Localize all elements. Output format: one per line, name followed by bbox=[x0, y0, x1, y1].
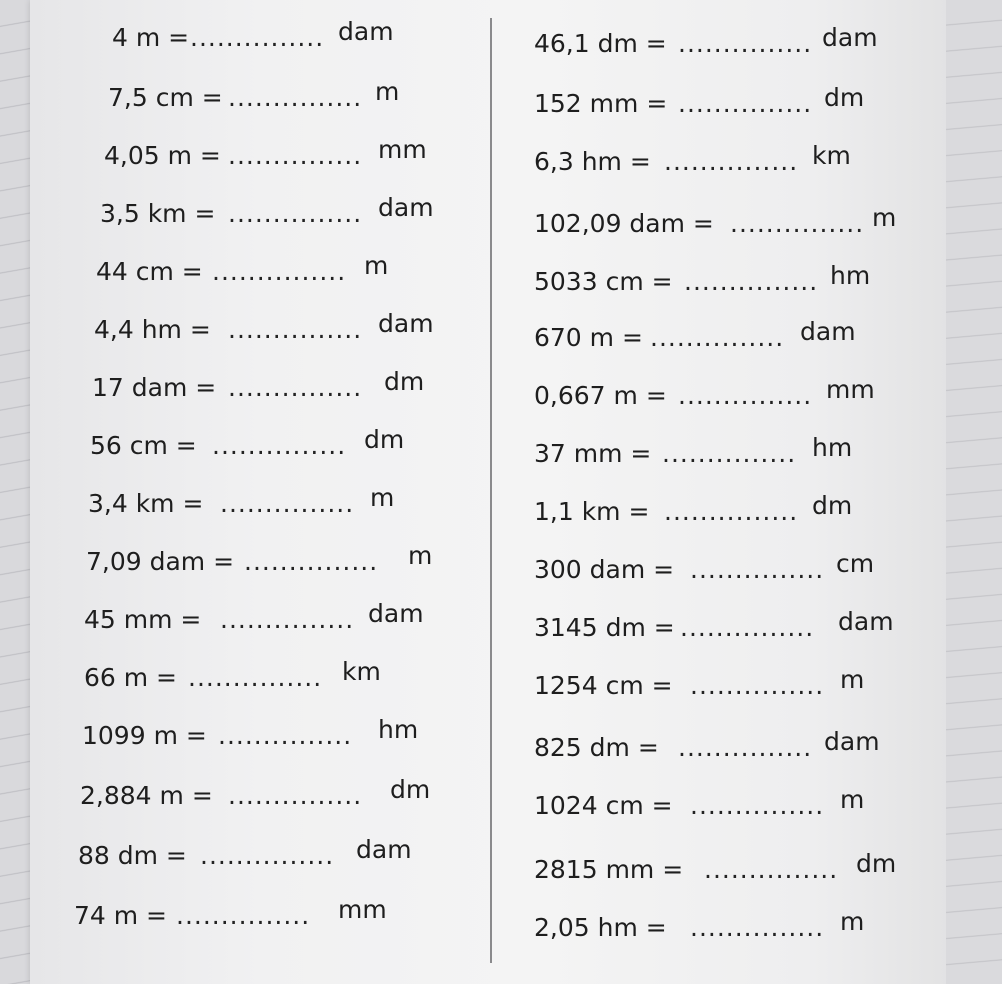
right-exercise-row bbox=[0, 728, 1002, 768]
right-exercise-row bbox=[0, 318, 1002, 358]
answer-blank[interactable]: ............... bbox=[188, 663, 323, 692]
answer-blank[interactable]: ............... bbox=[664, 497, 799, 526]
right-exercise-row bbox=[0, 84, 1002, 124]
answer-blank[interactable]: ............... bbox=[680, 613, 815, 642]
exercise-expression: 7,09 dam = bbox=[86, 547, 235, 576]
right-exercise-row bbox=[0, 376, 1002, 416]
target-unit: dm bbox=[824, 83, 865, 112]
target-unit: dam bbox=[822, 23, 878, 52]
exercise-expression: 4,05 m = bbox=[104, 141, 221, 170]
right-exercise-row bbox=[0, 786, 1002, 826]
exercise-expression: 5033 cm = bbox=[534, 267, 673, 296]
exercise-expression: 1254 cm = bbox=[534, 671, 673, 700]
answer-blank[interactable]: ............... bbox=[730, 209, 865, 238]
answer-blank[interactable]: ............... bbox=[228, 141, 363, 170]
target-unit: dam bbox=[356, 835, 412, 864]
target-unit: dm bbox=[364, 425, 405, 454]
right-exercise-row bbox=[0, 550, 1002, 590]
answer-blank[interactable]: ............... bbox=[220, 489, 355, 518]
target-unit: cm bbox=[836, 549, 875, 578]
exercise-expression: 825 dm = bbox=[534, 733, 659, 762]
right-exercise-row bbox=[0, 492, 1002, 532]
exercise-expression: 66 m = bbox=[84, 663, 178, 692]
right-exercise-row bbox=[0, 142, 1002, 182]
target-unit: m bbox=[375, 77, 400, 106]
right-exercise-row bbox=[0, 908, 1002, 948]
answer-blank[interactable]: ............... bbox=[678, 733, 813, 762]
answer-blank[interactable]: ............... bbox=[212, 431, 347, 460]
answer-blank[interactable]: ............... bbox=[704, 855, 839, 884]
answer-blank[interactable]: ............... bbox=[690, 791, 825, 820]
answer-blank[interactable]: ............... bbox=[678, 29, 813, 58]
exercise-expression: 2,884 m = bbox=[80, 781, 213, 810]
target-unit: hm bbox=[830, 261, 871, 290]
exercise-expression: 74 m = bbox=[74, 901, 168, 930]
right-exercise-row bbox=[0, 608, 1002, 648]
answer-blank[interactable]: ............... bbox=[228, 373, 363, 402]
answer-blank[interactable]: ............... bbox=[664, 147, 799, 176]
exercise-expression: 2815 mm = bbox=[534, 855, 684, 884]
exercise-expression: 56 cm = bbox=[90, 431, 197, 460]
target-unit: m bbox=[840, 665, 865, 694]
right-exercise-row bbox=[0, 204, 1002, 244]
target-unit: m bbox=[364, 251, 389, 280]
exercise-expression: 1,1 km = bbox=[534, 497, 650, 526]
target-unit: dam bbox=[824, 727, 880, 756]
target-unit: dam bbox=[338, 17, 394, 46]
target-unit: dm bbox=[390, 775, 431, 804]
answer-blank[interactable]: ............... bbox=[190, 23, 325, 52]
answer-blank[interactable]: ............... bbox=[212, 257, 347, 286]
target-unit: km bbox=[342, 657, 381, 686]
exercise-expression: 670 m = bbox=[534, 323, 643, 352]
exercise-expression: 2,05 hm = bbox=[534, 913, 667, 942]
target-unit: dam bbox=[838, 607, 894, 636]
target-unit: dm bbox=[384, 367, 425, 396]
target-unit: km bbox=[812, 141, 851, 170]
exercise-expression: 0,667 m = bbox=[534, 381, 667, 410]
target-unit: m bbox=[840, 907, 865, 936]
exercise-expression: 3,4 km = bbox=[88, 489, 204, 518]
answer-blank[interactable]: ............... bbox=[690, 671, 825, 700]
right-exercise-row bbox=[0, 24, 1002, 64]
target-unit: m bbox=[408, 541, 433, 570]
right-exercise-row bbox=[0, 666, 1002, 706]
target-unit: mm bbox=[378, 135, 427, 164]
answer-blank[interactable]: ............... bbox=[690, 555, 825, 584]
right-exercise-row bbox=[0, 850, 1002, 890]
exercise-expression: 152 mm = bbox=[534, 89, 668, 118]
target-unit: dam bbox=[368, 599, 424, 628]
exercise-expression: 45 mm = bbox=[84, 605, 202, 634]
right-exercise-row bbox=[0, 262, 1002, 302]
target-unit: dam bbox=[800, 317, 856, 346]
exercise-expression: 46,1 dm = bbox=[534, 29, 667, 58]
target-unit: dm bbox=[812, 491, 853, 520]
target-unit: dam bbox=[378, 193, 434, 222]
answer-blank[interactable]: ............... bbox=[220, 605, 355, 634]
target-unit: m bbox=[370, 483, 395, 512]
exercise-expression: 37 mm = bbox=[534, 439, 652, 468]
exercise-expression: 3,5 km = bbox=[100, 199, 216, 228]
target-unit: dam bbox=[378, 309, 434, 338]
exercise-expression: 4 m = bbox=[112, 23, 190, 52]
answer-blank[interactable]: ............... bbox=[244, 547, 379, 576]
target-unit: hm bbox=[378, 715, 419, 744]
exercise-expression: 3145 dm = bbox=[534, 613, 675, 642]
exercise-expression: 4,4 hm = bbox=[94, 315, 211, 344]
answer-blank[interactable]: ............... bbox=[662, 439, 797, 468]
exercise-expression: 1024 cm = bbox=[534, 791, 673, 820]
answer-blank[interactable]: ............... bbox=[228, 781, 363, 810]
answer-blank[interactable]: ............... bbox=[650, 323, 785, 352]
exercise-expression: 1099 m = bbox=[82, 721, 207, 750]
exercise-expression: 300 dam = bbox=[534, 555, 675, 584]
answer-blank[interactable]: ............... bbox=[228, 315, 363, 344]
exercise-expression: 6,3 hm = bbox=[534, 147, 651, 176]
exercise-expression: 7,5 cm = bbox=[108, 83, 223, 112]
answer-blank[interactable]: ............... bbox=[176, 901, 311, 930]
target-unit: mm bbox=[338, 895, 387, 924]
answer-blank[interactable]: ............... bbox=[684, 267, 819, 296]
exercise-expression: 44 cm = bbox=[96, 257, 203, 286]
target-unit: m bbox=[840, 785, 865, 814]
target-unit: mm bbox=[826, 375, 875, 404]
target-unit: dm bbox=[856, 849, 897, 878]
exercise-expression: 17 dam = bbox=[92, 373, 217, 402]
target-unit: m bbox=[872, 203, 897, 232]
target-unit: hm bbox=[812, 433, 853, 462]
answer-blank[interactable]: ............... bbox=[228, 199, 363, 228]
exercise-expression: 102,09 dam = bbox=[534, 209, 714, 238]
answer-blank[interactable]: ............... bbox=[678, 89, 813, 118]
answer-blank[interactable]: ............... bbox=[200, 841, 335, 870]
answer-blank[interactable]: ............... bbox=[228, 83, 363, 112]
answer-blank[interactable]: ............... bbox=[678, 381, 813, 410]
right-exercise-row bbox=[0, 434, 1002, 474]
answer-blank[interactable]: ............... bbox=[218, 721, 353, 750]
exercise-expression: 88 dm = bbox=[78, 841, 187, 870]
answer-blank[interactable]: ............... bbox=[690, 913, 825, 942]
